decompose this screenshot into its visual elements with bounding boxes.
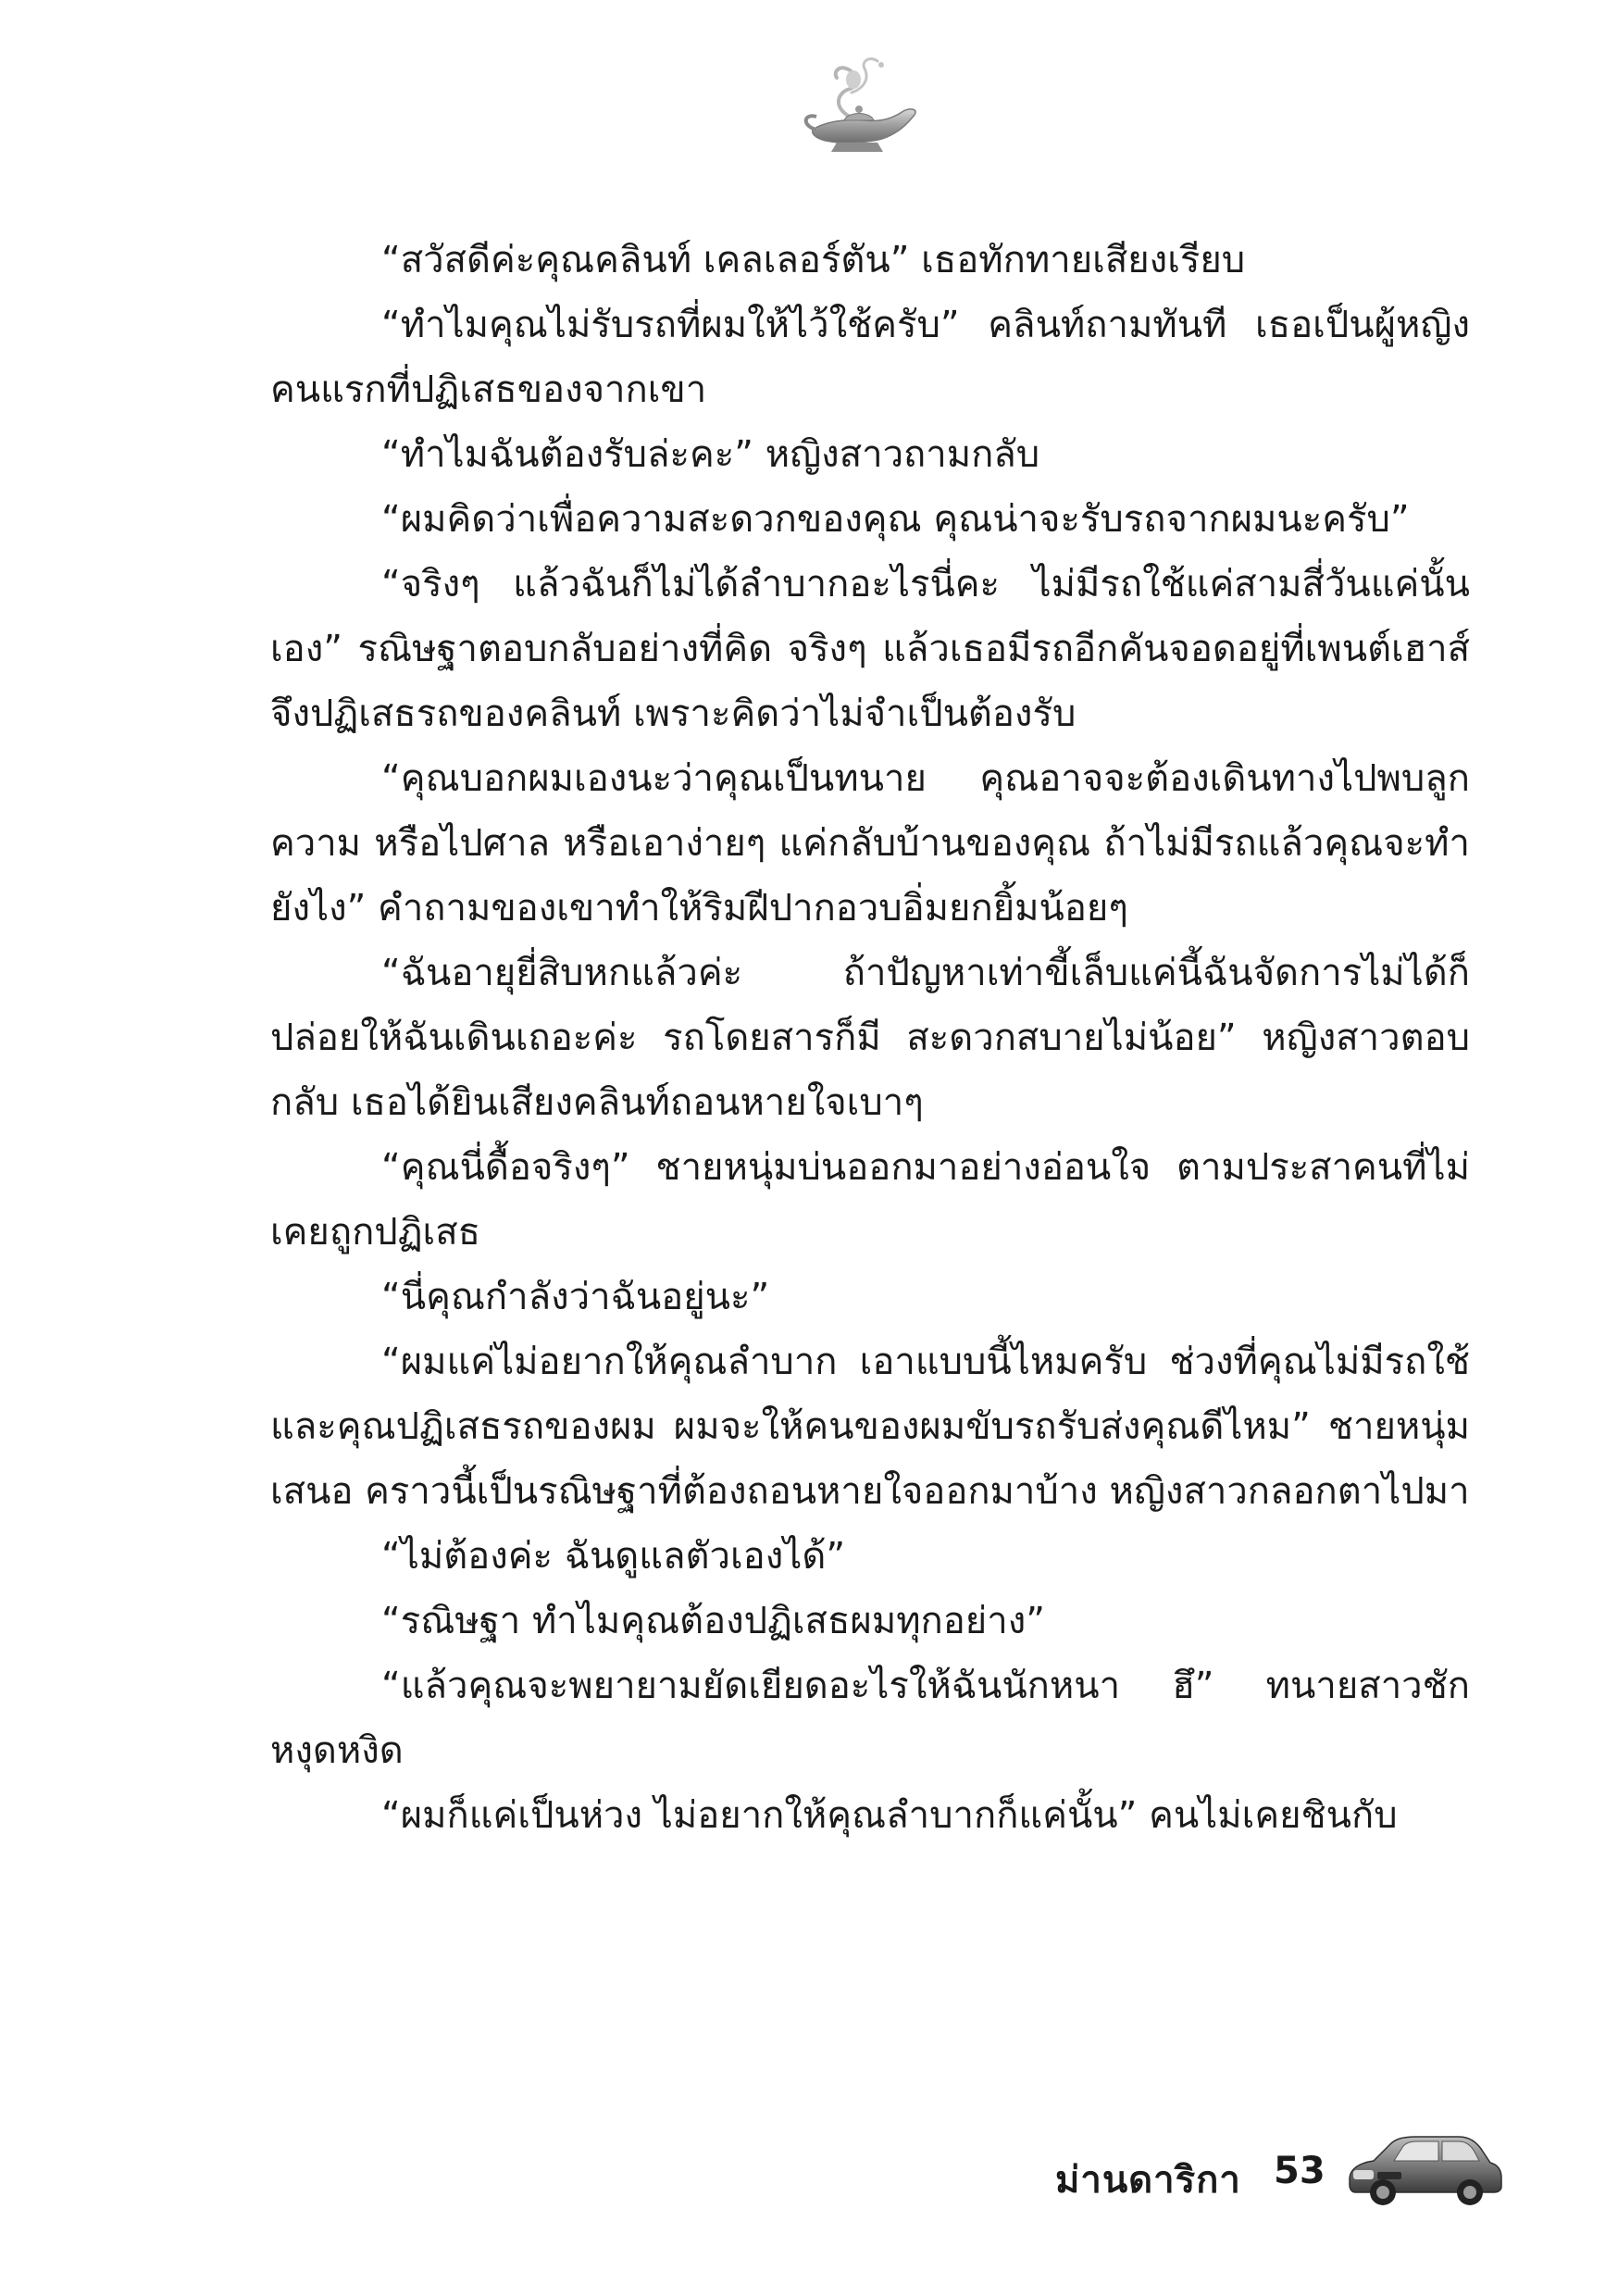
paragraph: “นี่คุณกำลังว่าฉันอยู่นะ”	[381, 1276, 770, 1318]
paragraph: “ผมก็แค่เป็นห่วง ไม่อยากให้คุณลำบากก็แค่นั้น” คนไม่เคยชินกับ	[381, 1794, 1398, 1837]
paragraph: “ทำไมฉันต้องรับล่ะคะ” หญิงสาวถามกลับ	[381, 433, 1040, 476]
paragraph: “จริงๆ แล้วฉันก็ไม่ได้ลำบากอะไรนี่คะ ไม่มีรถใช้แค่สามสี่วันแค่นั้นเอง” รณิษฐาตอบกลับอย่างที่คิด จริงๆ แล้วเธอมีรถอีกคันจอดอยู่ที่เพนต์เฮาส์ จึงปฏิเสธรถของคลินท์ เพราะคิดว่าไม่จำเป็นต้องรับ	[270, 563, 1470, 735]
paragraph: “คุณนี่ดื้อจริงๆ” ชายหนุ่มบ่นออกมาอย่างอ่อนใจ ตามประสาคนที่ไม่เคยถูกปฏิเสธ	[270, 1146, 1470, 1254]
page-footer	[1055, 2118, 1518, 2220]
car-icon	[1342, 2118, 1505, 2211]
paragraph: “คุณบอกผมเองนะว่าคุณเป็นทนาย คุณอาจจะต้องเดินทางไปพบลูกความ หรือไปศาล หรือเอาง่ายๆ แค่กลับบ้านของคุณ ถ้าไม่มีรถแล้วคุณจะทำยังไง” คำถามของเขาทำให้ริมฝีปากอวบอิ่มยกยิ้มน้อยๆ	[270, 757, 1470, 930]
page-number: 53	[1274, 2150, 1326, 2192]
paragraph: “ทำไมคุณไม่รับรถที่ผมให้ไว้ใช้ครับ” คลินท์ถามทันที เธอเป็นผู้หญิงคนแรกที่ปฏิเสธของจากเขา	[270, 304, 1470, 411]
paragraph: “ผมแค่ไม่อยากให้คุณลำบาก เอาแบบนี้ไหมครับ ช่วงที่คุณไม่มีรถใช้และคุณปฏิเสธรถของผม ผมจะให้คนของผมขับรถรับส่งคุณดีไหม” ชายหนุ่มเสนอ คราวนี้เป็นรณิษฐาที่ต้องถอนหายใจออกมาบ้าง หญิงสาวกลอกตาไปมา	[270, 1341, 1470, 1513]
paragraph: “ไม่ต้องค่ะ ฉันดูแลตัวเองได้”	[381, 1535, 846, 1578]
paragraph: “แล้วคุณจะพยายามยัดเยียดอะไรให้ฉันนักหนา ฮึ” ทนายสาวชักหงุดหงิด	[270, 1665, 1470, 1772]
magic-lamp-icon	[796, 52, 926, 159]
paragraph: “ผมคิดว่าเพื่อความสะดวกของคุณ คุณน่าจะรับรถจากผมนะครับ”	[381, 498, 1410, 541]
paragraph: “สวัสดีค่ะคุณคลินท์ เคลเลอร์ตัน” เธอทักทายเสียงเรียบ	[381, 239, 1246, 281]
paragraph: “รณิษฐา ทำไมคุณต้องปฏิเสธผมทุกอย่าง”	[381, 1600, 1045, 1642]
paragraph: “ฉันอายุยี่สิบหกแล้วค่ะ ถ้าปัญหาเท่าขี้เล็บแค่นี้ฉันจัดการไม่ได้ก็ปล่อยให้ฉันเดินเถอะค่ะ รถโดยสารก็มี สะดวกสบายไม่น้อย” หญิงสาวตอบกลับ เธอได้ยินเสียงคลินท์ถอนหายใจเบาๆ	[270, 952, 1470, 1124]
book-title: ม่านดาริกา	[1055, 2159, 1241, 2202]
story-text	[270, 228, 1470, 1848]
